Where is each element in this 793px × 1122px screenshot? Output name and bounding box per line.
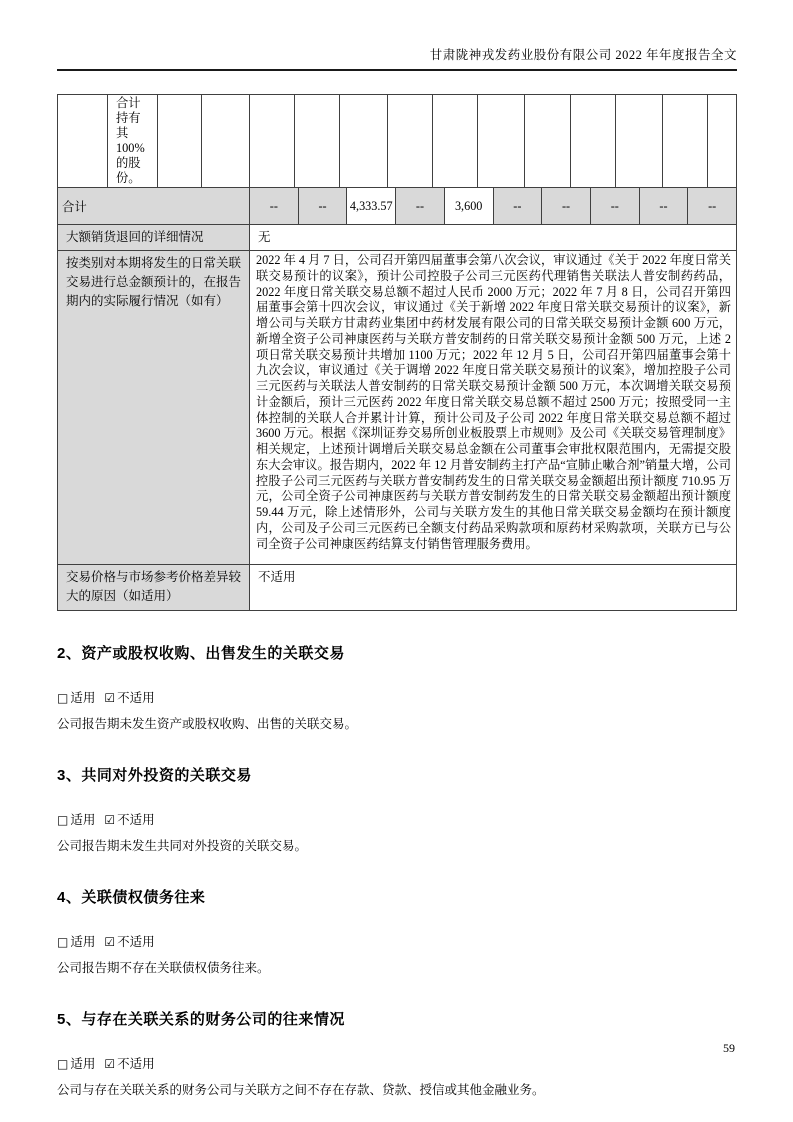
table-row-price-difference	[58, 565, 737, 611]
applicability-line	[57, 690, 737, 706]
not-applicable-label: 不适用	[117, 935, 155, 949]
total-value: --	[250, 188, 299, 225]
total-value: --	[396, 188, 445, 225]
total-value: --	[591, 188, 640, 225]
document-header-title: 甘肃陇神戎发药业股份有限公司 2022 年年度报告全文	[429, 48, 737, 62]
row-label: 按类别对本期将发生的日常关联交易进行总金额预计的，在报告期内的实际履行情况（如有）	[58, 251, 250, 565]
section-heading: 2、资产或股权收购、出售发生的关联交易	[57, 645, 345, 662]
table-cell-empty	[340, 95, 388, 188]
row-value: 不适用	[250, 565, 737, 611]
applicability-line	[57, 812, 737, 828]
applicability-line	[57, 1056, 737, 1072]
table-row-continuation	[58, 95, 737, 188]
applicable-label: 适用	[70, 1057, 96, 1071]
table-cell-empty	[295, 95, 340, 188]
section-joint-investment	[57, 766, 737, 855]
row-value-paragraph: 2022 年 4 月 7 日，公司召开第四届董事会第八次会议，审议通过《关于 2022 年度日常关联交易预计的议案》，预计公司控股子公司三元医药代理销售关联法人普安制药药品，2022 年度日常关联交易总额不超过人民币 2000 万元；2022 年 7 月 8 日，公司召开第四届董事会第十四次会议，审议通过《关于新增 2022 年度日常关联交易预计的议案》，新增公司与关联方甘肃药业集团中药材发展有限公司的日常关联交易预计金额 600 万元，新增全资子公司神康医药与关联方普安制药的日常关联交易预计金额 500 万元，上述 2 项日常关联交易预计共增加 1100 万元；2022 年 12 月 5 日，公司召开第四届董事会第十九次会议，审议通过《关于调增 2022 年度日常关联交易预计的议案》，增加控股子公司三元医药与关联法人普安制药的日常关联交易预计金额 500 万元，本次调增关联交易预计金额后，预计三元医药 2022 年度日常关联交易总额不超过 2500 万元；按照受同一主体控制的关联人合并累计计算，预计公司及子公司 2022 年度日常关联交易总额不超过 3600 万元。根据《深圳证券交易所创业板股票上市规则》及公司《关联交易管理制度》相关规定，上述预计调增后关联交易总金额在公司董事会审批权限范围内，无需提交股东大会审议。报告期内，2022 年 12 月普安制药主打产品“宣肺止嗽合剂”销量大增，公司控股子公司三元医药与关联方普安制药发生的日常关联交易金额超出预计额度 710.95 万元，公司全资子公司神康医药与关联方普安制药发生的日常关联交易金额超出预计额度 59.44 万元，除上述情形外，公司与关联方发生的其他日常关联交易金额均在预计额度内，公司及子公司三元医药已全额支付药品采购款项和原药材采购款项，关联方已与公司全资子公司神康医药结算支付销售管理服务费用。	[250, 251, 737, 565]
section-heading: 3、共同对外投资的关联交易	[57, 767, 252, 784]
section-creditor-debtor	[57, 888, 737, 977]
table-cell-empty	[388, 95, 433, 188]
checkbox-checked-icon: ☑	[104, 813, 116, 827]
section-note: 公司与存在关联关系的财务公司与关联方之间不存在存款、贷款、授信或其他金融业务。	[57, 1083, 545, 1097]
checkbox-unchecked-icon: □	[57, 1057, 69, 1071]
table-cell-empty	[158, 95, 202, 188]
table-row-total	[58, 188, 737, 225]
table-row-performance	[58, 251, 737, 565]
checkbox-checked-icon: ☑	[104, 1057, 116, 1071]
total-value: --	[640, 188, 689, 225]
table-cell-empty	[571, 95, 616, 188]
page-content	[57, 0, 737, 1099]
table-cell-empty	[708, 95, 737, 188]
section-note: 公司报告期未发生共同对外投资的关联交易。	[57, 839, 308, 853]
checkbox-unchecked-icon: □	[57, 691, 69, 705]
row-label: 交易价格与市场参考价格差异较大的原因（如适用）	[58, 565, 250, 611]
applicable-label: 适用	[70, 691, 96, 705]
related-transactions-table	[57, 94, 737, 611]
table-cell-empty	[433, 95, 478, 188]
section-asset-equity-transactions	[57, 644, 737, 733]
total-row-label: 合计	[58, 188, 250, 225]
applicability-line	[57, 934, 737, 950]
total-value: 4,333.57	[347, 188, 396, 225]
checkbox-unchecked-icon: □	[57, 813, 69, 827]
section-heading: 5、与存在关联关系的财务公司的往来情况	[57, 1011, 345, 1028]
applicable-label: 适用	[70, 813, 96, 827]
section-note: 公司报告期未发生资产或股权收购、出售的关联交易。	[57, 717, 358, 731]
total-value: --	[494, 188, 543, 225]
total-value: --	[688, 188, 737, 225]
not-applicable-label: 不适用	[117, 813, 155, 827]
not-applicable-label: 不适用	[117, 1057, 155, 1071]
table-row-sales-return	[58, 225, 737, 251]
table-cell-empty	[58, 95, 108, 188]
checkbox-checked-icon: ☑	[104, 691, 116, 705]
applicable-label: 适用	[70, 935, 96, 949]
row-value: 无	[250, 225, 737, 251]
checkbox-unchecked-icon: □	[57, 935, 69, 949]
table-cell-empty	[250, 95, 295, 188]
table-cell-empty	[478, 95, 525, 188]
section-note: 公司报告期不存在关联债权债务往来。	[57, 961, 270, 975]
total-value: --	[542, 188, 591, 225]
table-cell-empty	[525, 95, 571, 188]
table-cell-empty	[202, 95, 250, 188]
table-cell-empty	[616, 95, 663, 188]
table-cell-note: 合计持有其100%的股份。	[108, 95, 158, 188]
row-label: 大额销货退回的详细情况	[58, 225, 250, 251]
header-divider	[57, 69, 737, 71]
section-heading: 4、关联债权债务往来	[57, 889, 206, 906]
total-value: 3,600	[445, 188, 494, 225]
total-value: --	[299, 188, 348, 225]
not-applicable-label: 不适用	[117, 691, 155, 705]
checkbox-checked-icon: ☑	[104, 935, 116, 949]
table-cell-empty	[663, 95, 708, 188]
page-number: 59	[723, 1041, 735, 1055]
section-finance-company	[57, 1010, 737, 1099]
